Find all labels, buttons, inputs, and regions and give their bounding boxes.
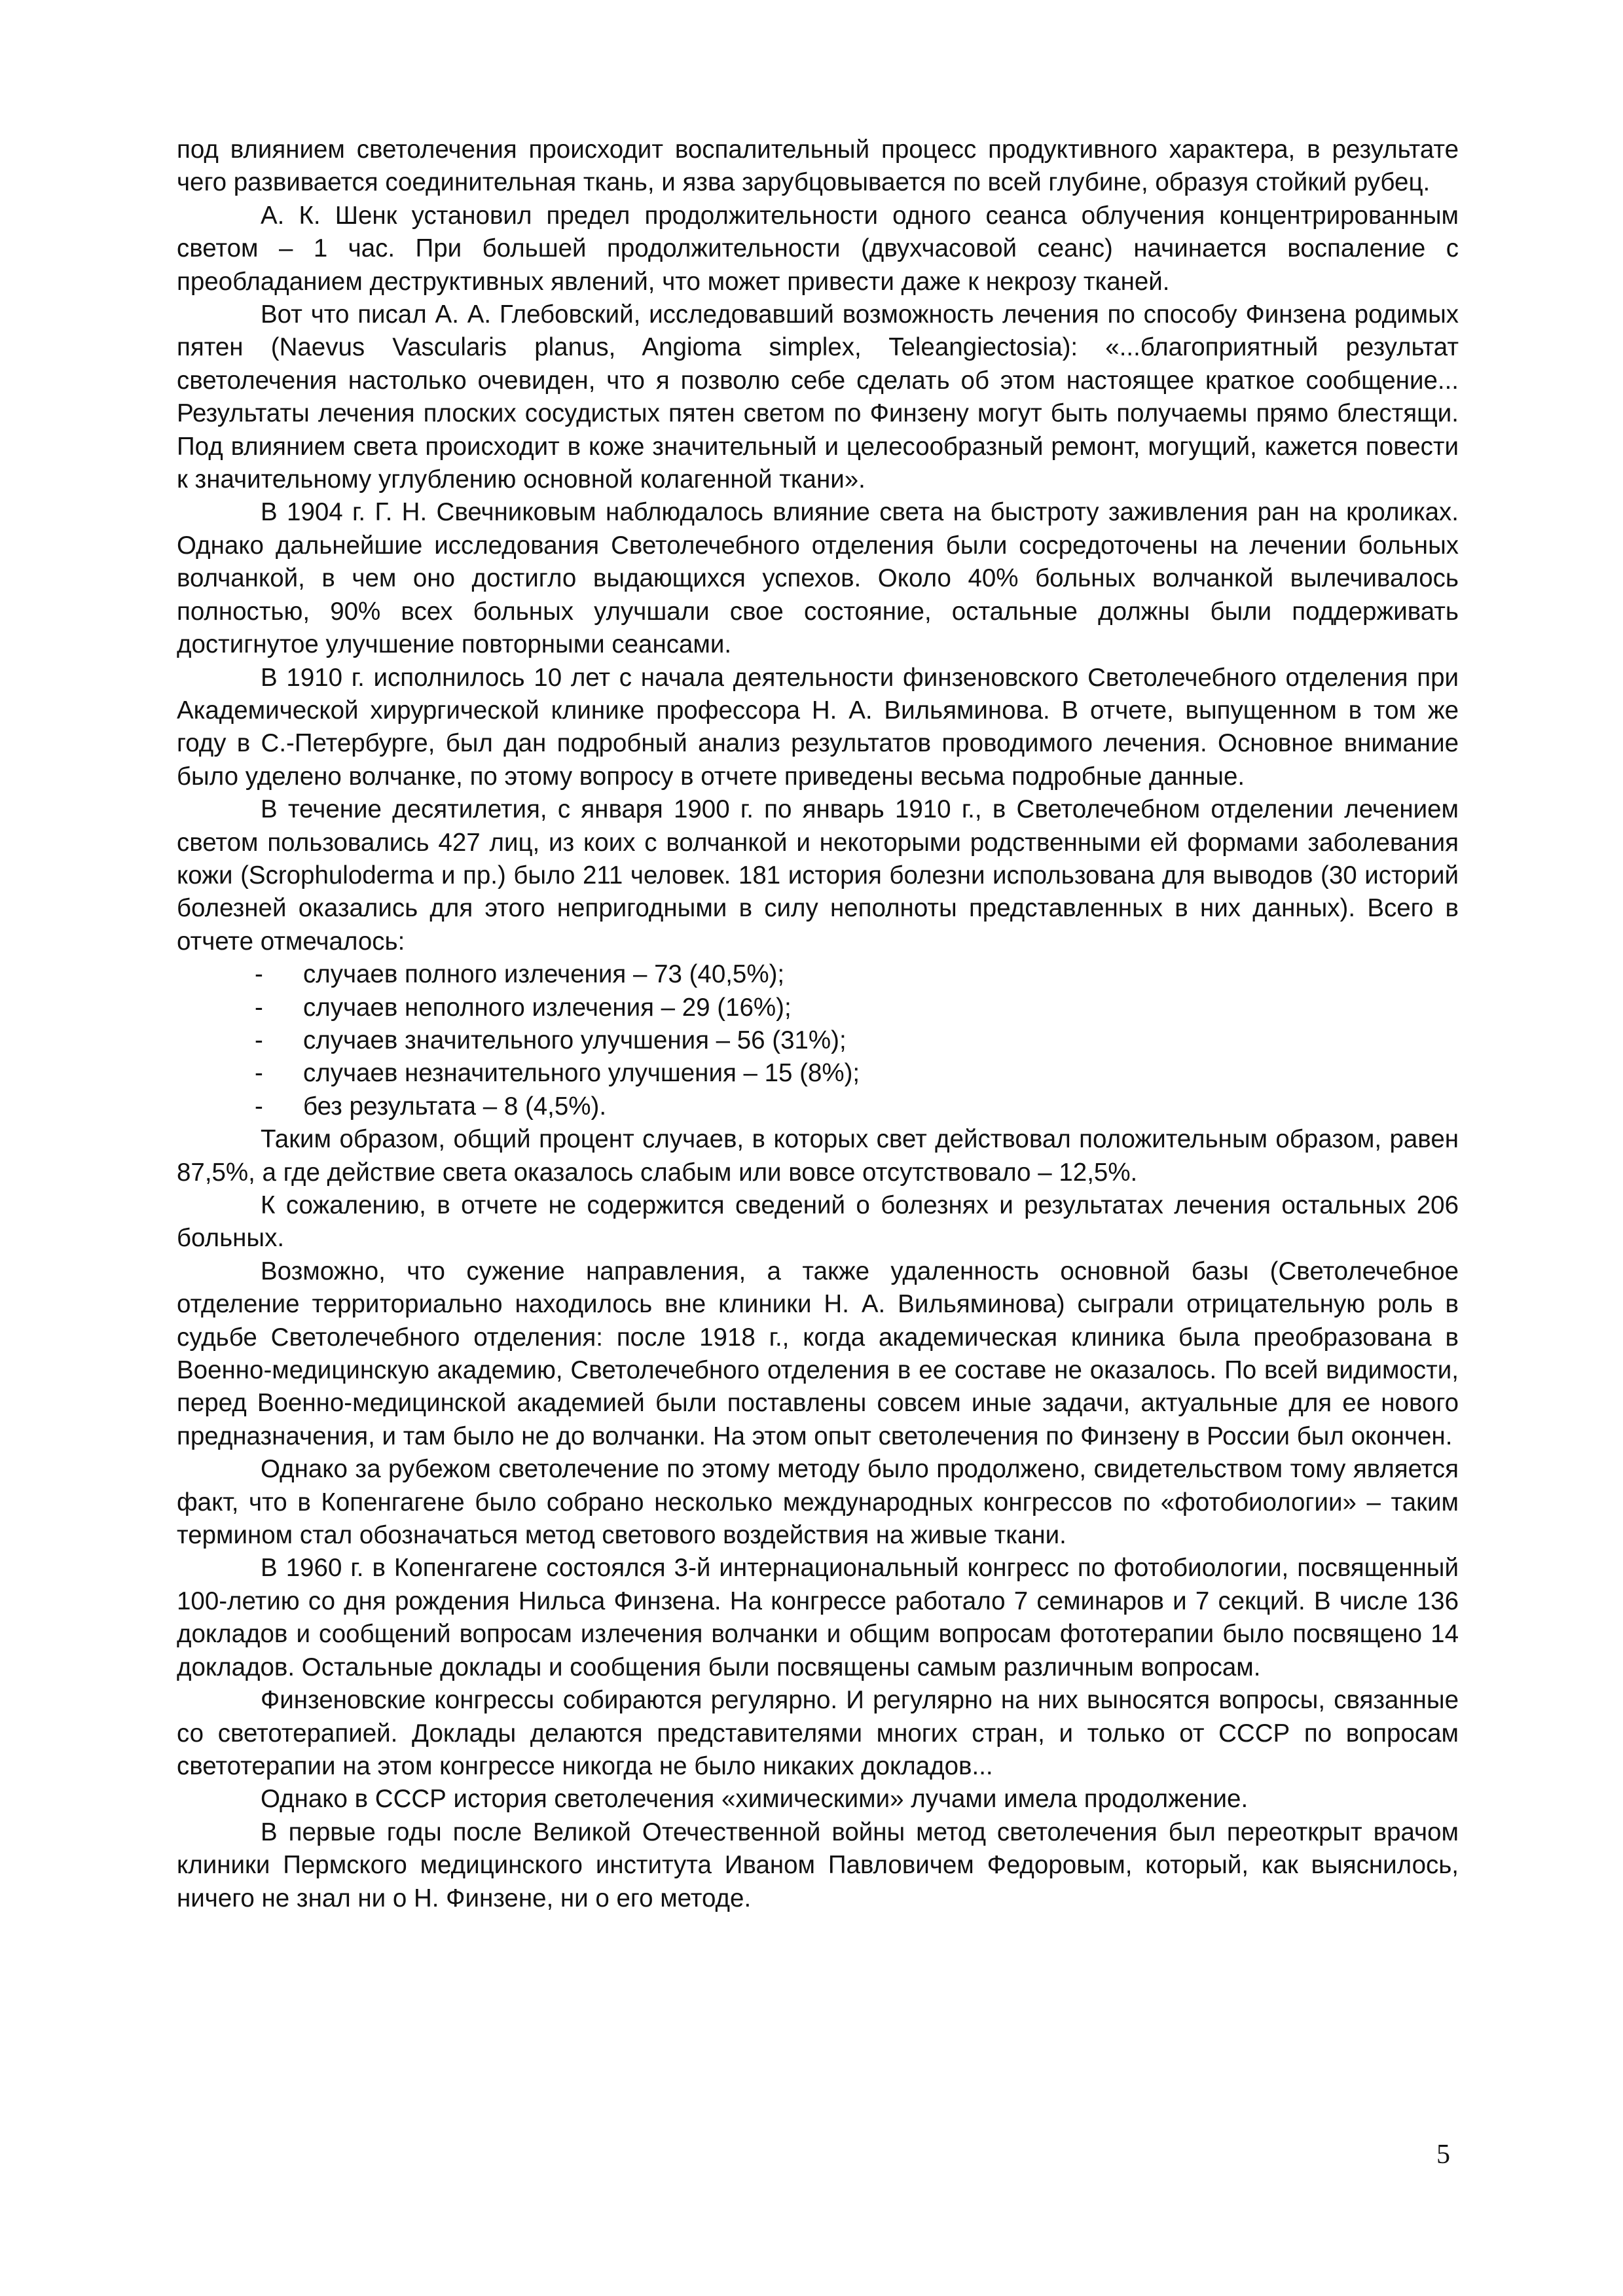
paragraph: В 1960 г. в Копенгагене состоялся 3-й интернациональный конгресс по фотобиологии, посвященный 100-летию со дня рождения Нильса Финзена. На конгрессе работало 7 семинаров и 7 секций. В числе 136 докладов и сообщений вопросам излечения волчанки и общим вопросам фототерапии было посвящено 14 докладов. Остальные доклады и сообщения были посвящены самым различным вопросам. [177,1554,1459,1681]
paragraph: К сожалению, в отчете не содержится сведений о болезнях и результатах лечения остальных 206 больных. [177,1191,1459,1253]
list-item-text: случаев значительного улучшения – 56 (31%); [303,1026,847,1054]
list-bullet: - [255,993,263,1022]
list-bullet: - [255,1059,263,1088]
paragraph: под влиянием светолечения происходит воспалительный процесс продуктивного характера, в результате чего развивается соединительная ткань, и язва зарубцовывается по всей глубине, образуя стойкий рубец. [177,135,1459,197]
list-item [177,992,1459,1024]
list-item-text: случаев полного излечения – 73 (40,5%); [303,960,785,989]
paragraph: Таким образом, общий процент случаев, в которых свет действовал положительным образом, равен 87,5%, а где действие света оказалось слабым или вовсе отсутствовало – 12,5%. [177,1125,1459,1187]
list-item [177,1090,1459,1123]
paragraph: Возможно, что сужение направления, а также удаленность основной базы (Светолечебное отделение территориально находилось вне клиники Н. А. Вильяминова) сыграли отрицательную роль в судьбе Светолечебного отделения: после 1918 г., когда академическая клиника была преобразована в Военно-медицинскую академию, Светолечебного отделения в ее составе не оказалось. По всей видимости, перед Военно-медицинской академией были поставлены совсем иные задачи, актуальные для ее нового предназначения, и там было не до волчанки. На этом опыт светолечения по Финзену в России был окончен. [177,1257,1459,1450]
body-text [177,134,1459,1915]
list-item [177,1024,1459,1057]
list-bullet: - [255,1092,263,1121]
list-item [177,1057,1459,1090]
paragraph: В 1904 г. Г. Н. Свечниковым наблюдалось влияние света на быстроту заживления ран на кроликах. Однако дальнейшие исследования Светолечебного отделения были сосредоточены на лечении больных волчанкой, в чем оно достигло выдающихся успехов. Около 40% больных волчанкой вылечивалось полностью, 90% всех больных улучшали свое состояние, остальные должны были поддерживать достигнутое улучшение повторными сеансами. [177,498,1459,659]
list-bullet: - [255,960,263,989]
paragraph: В течение десятилетия, с января 1900 г. по январь 1910 г., в Светолечебном отделении лечением светом пользовались 427 лиц, из коих с волчанкой и некоторыми родственными ей формами заболевания кожи (Scrophuloderma и пр.) было 211 человек. 181 история болезни использована для выводов (30 историй болезней оказались для этого непригодными в силу неполноты представленных в них данных). Всего в отчете отмечалось: [177,795,1459,956]
list-item-text: случаев незначительного улучшения – 15 (8%); [303,1059,860,1088]
list-item [177,958,1459,991]
page-number: 5 [1436,2140,1450,2170]
list-bullet: - [255,1026,263,1054]
list-item-text: без результата – 8 (4,5%). [303,1092,607,1121]
paragraph: В 1910 г. исполнилось 10 лет с начала деятельности финзеновского Светолечебного отделения при Академической хирургической клинике профессора Н. А. Вильяминова. В отчете, выпущенном в том же году в С.-Петербурге, был дан подробный анализ результатов проводимого лечения. Основное внимание было уделено волчанке, по этому вопросу в отчете приведены весьма подробные данные. [177,663,1459,791]
paragraph: В первые годы после Великой Отечественной войны метод светолечения был переоткрыт врачом клиники Пермского медицинского института Иваном Павловичем Федоровым, который, как выяснилось, ничего не знал ни о Н. Финзене, ни о его методе. [177,1818,1459,1912]
paragraph: Однако за рубежом светолечение по этому методу было продолжено, свидетельством тому является факт, что в Копенгагене было собрано несколько международных конгрессов по «фотобиологии» – таким термином стал обозначаться метод светового воздействия на живые ткани. [177,1455,1459,1550]
paragraph: Финзеновские конгрессы собираются регулярно. И регулярно на них выносятся вопросы, связанные со светотерапией. Доклады делаются представителями многих стран, и только от СССР по вопросам светотерапии на этом конгрессе никогда не было никаких докладов... [177,1686,1459,1780]
results-list [177,958,1459,1123]
paragraph: Вот что писал А. А. Глебовский, исследовавший возможность лечения по способу Финзена родимых пятен (Naevus Vascularis planus, Angioma simplex, Teleangiectosia): «...благоприятный результат светолечения настолько очевиден, что я позволю себе сделать об этом настоящее краткое сообщение... Результаты лечения плоских сосудистых пятен светом по Финзену могут быть получаемы прямо блестящи. Под влиянием света происходит в коже значительный и целесообразный ремонт, могущий, кажется повести к значительному углублению основной колагенной ткани». [177,300,1459,494]
paragraph: Однако в СССР история светолечения «химическими» лучами имела продолжение. [261,1785,1249,1814]
paragraph: А. К. Шенк установил предел продолжительности одного сеанса облучения концентрированным светом – 1 час. При большей продолжительности (двухчасовой сеанс) начинается воспаление с преобладанием деструктивных явлений, что может привести даже к некрозу тканей. [177,201,1459,296]
list-item-text: случаев неполного излечения – 29 (16%); [303,993,792,1022]
